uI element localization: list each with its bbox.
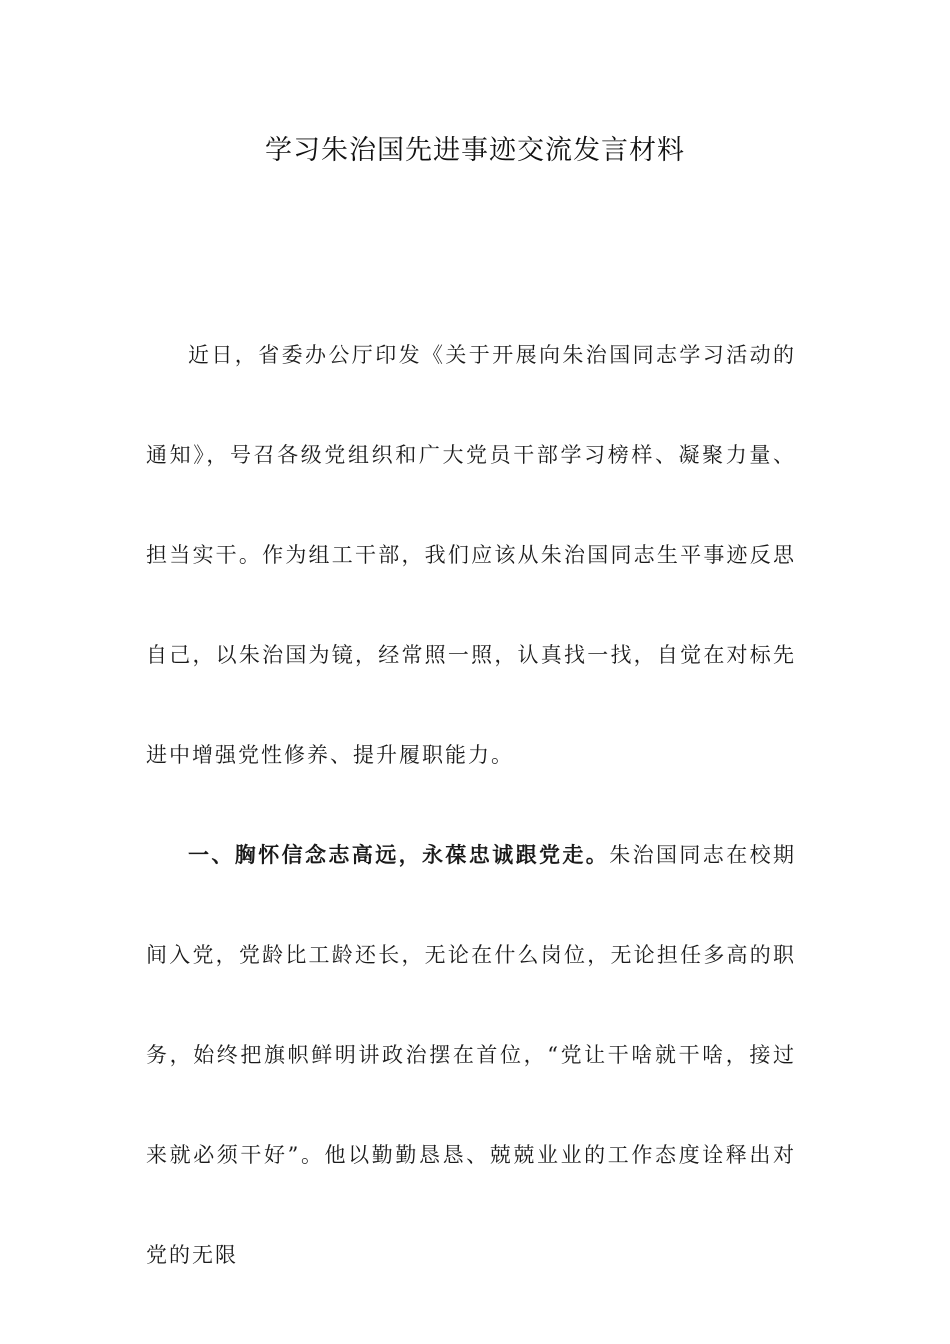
document-body xyxy=(146,305,796,1305)
section-one-heading: 一、胸怀信念志高远，永葆忠诚跟党走。 xyxy=(188,843,610,867)
paragraph-intro xyxy=(146,305,796,805)
document-title: 学习朱治国先进事迹交流发言材料 xyxy=(265,135,685,166)
paragraph-section-one xyxy=(146,805,796,1305)
section-one-text: 朱治国同志在校期间入党，党龄比工龄还长，无论在什么岗位，无论担任多高的职务，始终把旗帜鲜明讲政治摆在首位，“党让干啥就干啥，接过来就必须干好”。他以勤勤恳恳、兢兢业业的工作态度诠释出对党的无限 xyxy=(146,843,797,1267)
paragraph-intro-text: 近日，省委办公厅印发《关于开展向朱治国同志学习活动的通知》，号召各级党组织和广大党员干部学习榜样、凝聚力量、担当实干。作为组工干部，我们应该从朱治国同志生平事迹反思自己，以朱治国为镜，经常照一照，认真找一找，自觉在对标先进中增强党性修养、提升履职能力。 xyxy=(146,343,796,767)
